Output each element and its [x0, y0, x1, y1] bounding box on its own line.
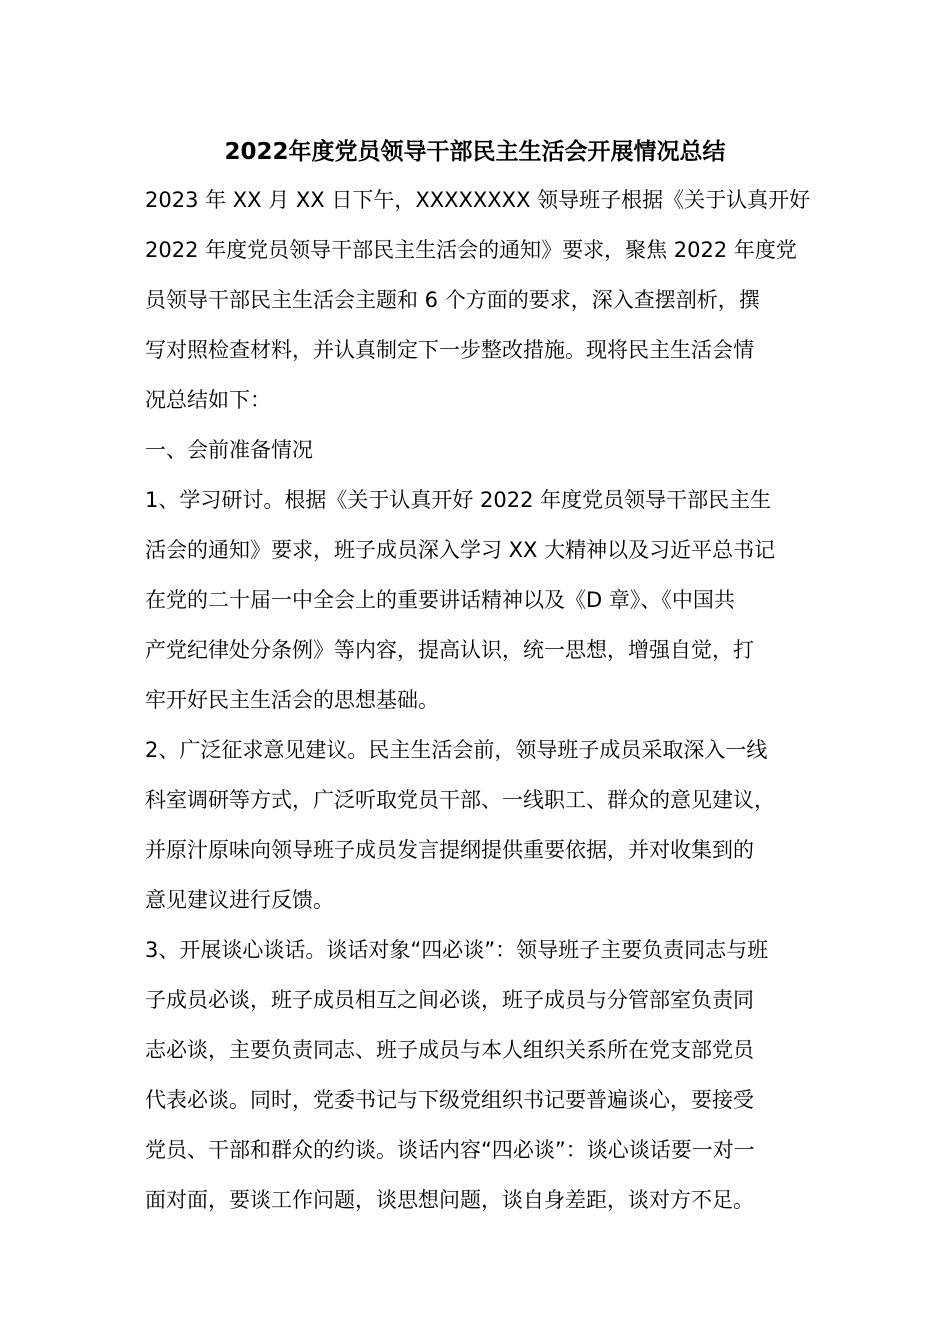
document-title: 2022年度党员领导干部民主生活会开展情况总结 [224, 139, 726, 165]
paragraph-line: 党员、干部和群众的约谈。谈话内容“四必谈”：谈心谈话要一对一 [145, 1138, 755, 1162]
paragraph-line: 况总结如下： [145, 388, 271, 412]
paragraph-line: 并原汁原味向领导班子成员发言提纲提供重要依据，并对收集到的 [145, 838, 754, 862]
paragraph-line: 1、学习研讨。根据《关于认真开好 2022 年度党员领导干部民主生 [145, 488, 772, 512]
paragraph-line: 子成员必谈，班子成员相互之间必谈，班子成员与分管部室负责同 [145, 988, 754, 1012]
paragraph-line: 员领导干部民主生活会主题和 6 个方面的要求，深入查摆剖析，撰 [145, 288, 760, 312]
paragraph-line: 2、广泛征求意见建议。民主生活会前，领导班子成员采取深入一线 [145, 738, 768, 762]
paragraph-line: 意见建议进行反馈。 [145, 888, 334, 912]
paragraph-line: 2022 年度党员领导干部民主生活会的通知》要求，聚焦 2022 年度党 [145, 238, 797, 262]
paragraph-line: 面对面，要谈工作问题，谈思想问题，谈自身差距，谈对方不足。 [145, 1188, 754, 1212]
paragraph-line: 牢开好民主生活会的思想基础。 [145, 688, 439, 712]
paragraph-line: 在党的二十届一中全会上的重要讲话精神以及《D 章》、《中国共 [145, 588, 735, 612]
paragraph-line: 写对照检查材料，并认真制定下一步整改措施。现将民主生活会情 [145, 338, 754, 362]
paragraph-line: 代表必谈。同时，党委书记与下级党组织书记要普遍谈心，要接受 [145, 1088, 754, 1112]
paragraph-line: 2023 年 XX 月 XX 日下午，XXXXXXXX 领导班子根据《关于认真开好 [145, 188, 811, 212]
paragraph-line: 科室调研等方式，广泛听取党员干部、一线职工、群众的意见建议， [145, 788, 775, 812]
section-heading: 一、会前准备情况 [145, 438, 313, 462]
paragraph-line: 产党纪律处分条例》等内容，提高认识，统一思想，增强自觉，打 [145, 638, 754, 662]
paragraph-line: 3、开展谈心谈话。谈话对象“四必谈”：领导班子主要负责同志与班 [145, 938, 769, 962]
paragraph-line: 志必谈，主要负责同志、班子成员与本人组织关系所在党支部党员 [145, 1038, 754, 1062]
paragraph-line: 活会的通知》要求，班子成员深入学习 XX 大精神以及习近平总书记 [145, 538, 776, 562]
